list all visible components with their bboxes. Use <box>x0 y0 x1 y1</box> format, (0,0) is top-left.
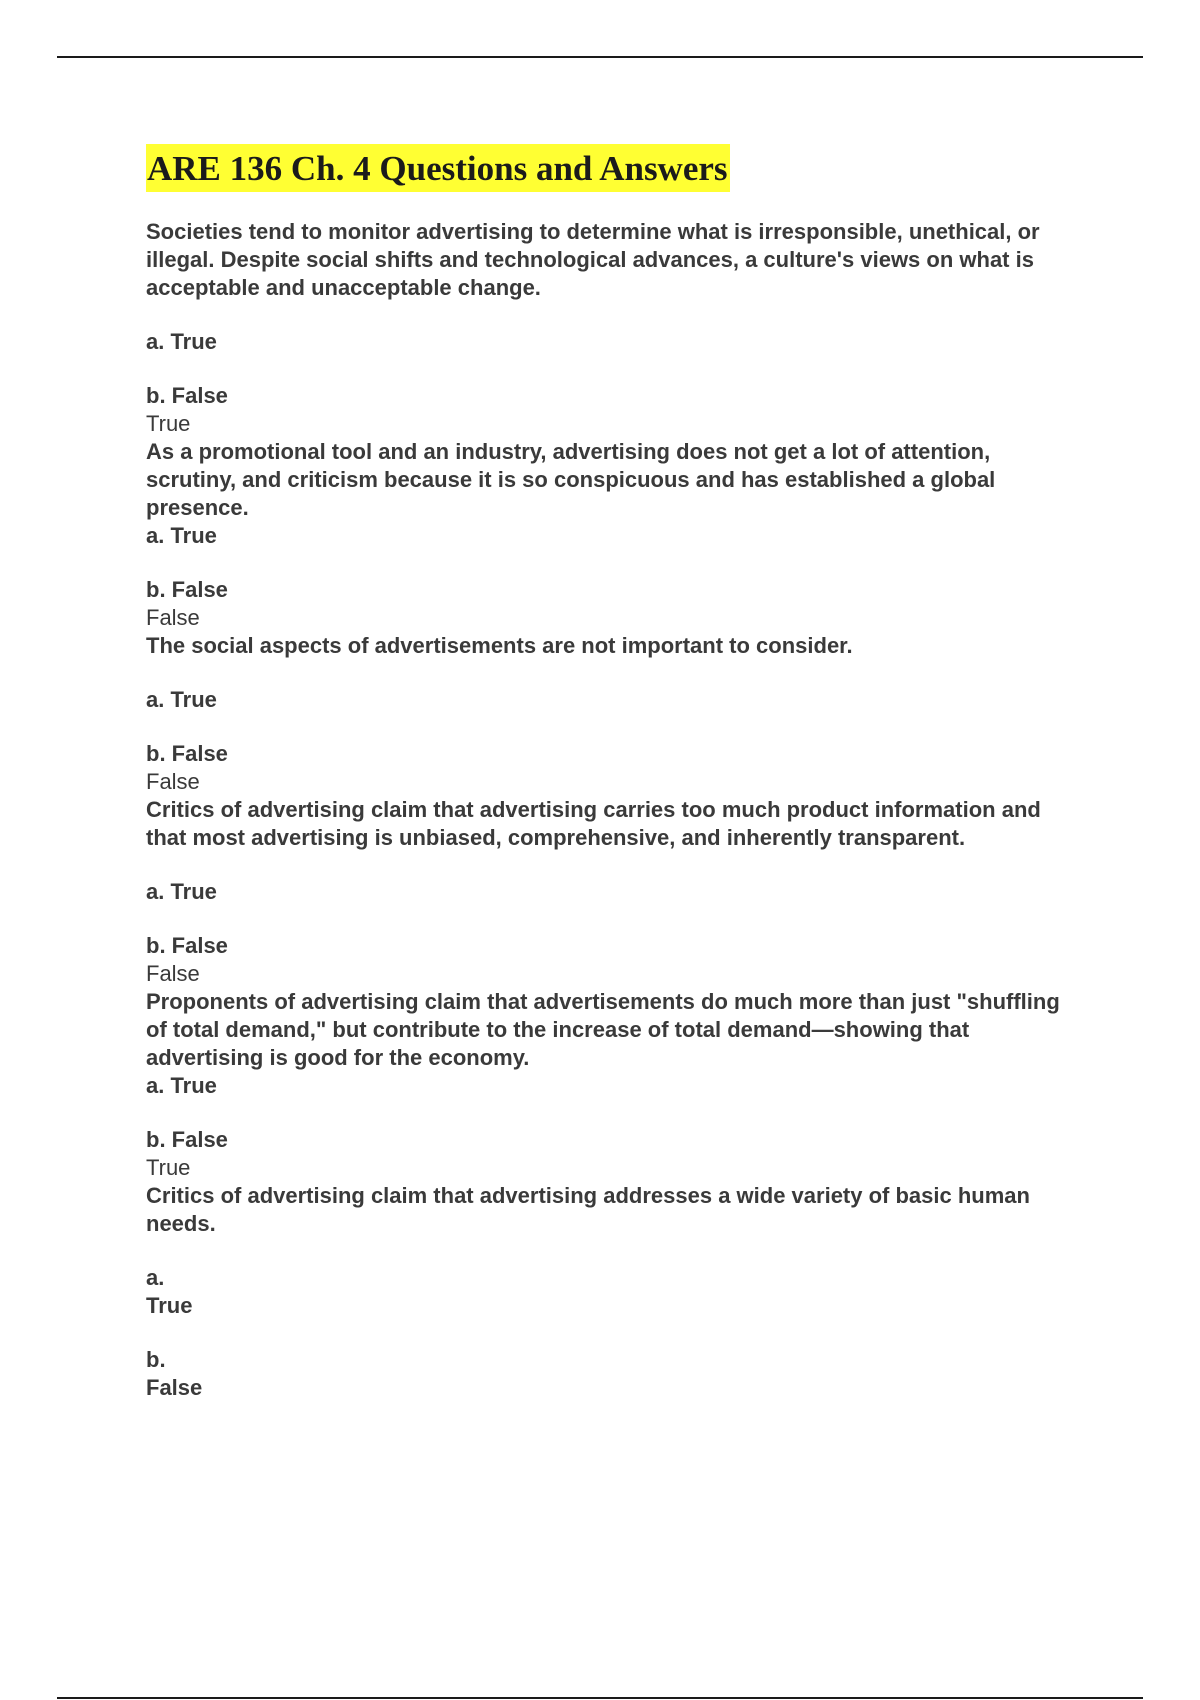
option-b: b. False <box>146 577 228 602</box>
question-text: Proponents of advertising claim that advertisements do much more than just "shuffling of total demand," but contribute to the increase of total demand—showing that advertising is good for the economy. <box>146 989 1060 1070</box>
question-block <box>146 438 1086 632</box>
bottom-rule <box>57 1697 1143 1699</box>
option-b: b. False <box>146 1127 228 1152</box>
option-b: b. False <box>146 741 228 766</box>
option-a: a. True <box>146 329 217 354</box>
option-a-value: True <box>146 1293 193 1318</box>
option-a: a. True <box>146 523 217 548</box>
option-b: b. False <box>146 383 228 408</box>
question-text: The social aspects of advertisements are not important to consider. <box>146 633 853 658</box>
option-b: b. False <box>146 933 228 958</box>
question-text: Critics of advertising claim that advertising carries too much product information and that most advertising is unbiased, comprehensive, and inherently transparent. <box>146 797 1041 850</box>
answer-text: True <box>146 411 191 436</box>
option-a-letter: a. <box>146 1265 165 1290</box>
question-text: Societies tend to monitor advertising to determine what is irresponsible, unethical, or illegal. Despite social shifts and technological advances, a culture's views on what is acceptable and unacceptable change. <box>146 219 1040 300</box>
answer-text: False <box>146 769 200 794</box>
option-a: a. True <box>146 1073 217 1098</box>
question-block <box>146 988 1086 1182</box>
document-body <box>146 144 1086 1402</box>
option-a: a. True <box>146 879 217 904</box>
option-a: a. True <box>146 687 217 712</box>
top-rule <box>57 56 1143 58</box>
answer-text: False <box>146 961 200 986</box>
question-block <box>146 218 1086 438</box>
question-text: Critics of advertising claim that advertising addresses a wide variety of basic human needs. <box>146 1183 1030 1236</box>
question-block <box>146 632 1086 796</box>
option-b-value: False <box>146 1375 203 1400</box>
question-block <box>146 1182 1086 1402</box>
option-b-letter: b. <box>146 1347 166 1372</box>
document-title: ARE 136 Ch. 4 Questions and Answers <box>146 144 730 192</box>
question-block <box>146 796 1086 988</box>
answer-text: True <box>146 1155 191 1180</box>
question-text: As a promotional tool and an industry, advertising does not get a lot of attention, scrutiny, and criticism because it is so conspicuous and has established a global presence. <box>146 439 996 520</box>
answer-text: False <box>146 605 200 630</box>
